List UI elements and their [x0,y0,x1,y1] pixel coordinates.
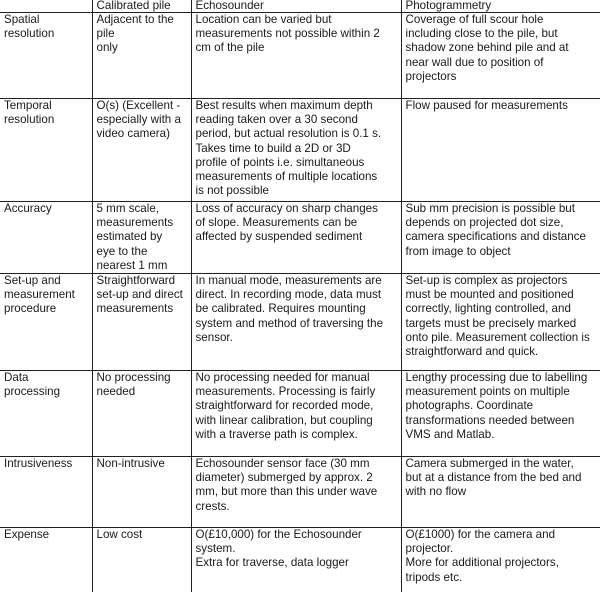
table-row [0,13,600,99]
echosounder-cell: Loss of accuracy on sharp changes of slope. Measurements can be affected by suspended sediment [191,202,401,274]
calibrated-pile-cell: O(s) (Excellent - especially with a video camera) [92,99,191,202]
table-row [0,99,600,202]
echosounder-cell: Best results when maximum depth reading taken over a 30 second period, but actual resolution is 0.1 s. Takes time to build a 2D or 3D profile of points i.e. simultaneous measurements of multiple locations is not possible [191,99,401,202]
calibrated-pile-cell: No processing needed [92,371,191,457]
row-criterion-cell: Spatial resolution [0,13,92,99]
row-criterion-cell: Accuracy [0,202,92,274]
header-calibrated-pile: Calibrated pile [92,0,191,13]
header-photogrammetry: Photogrammetry [401,0,600,13]
photogrammetry-cell: Flow paused for measurements [401,99,600,202]
row-criterion-cell: Temporal resolution [0,99,92,202]
calibrated-pile-cell: 5 mm scale, measurements estimated by eye to the nearest 1 mm [92,202,191,274]
table-row [0,202,600,274]
row-criterion-cell: Data processing [0,371,92,457]
calibrated-pile-cell: Low cost [92,528,191,592]
echosounder-cell: No processing needed for manual measurements. Processing is fairly straightforward for recorded mode, with linear calibration, but coupling with a traverse path is complex. [191,371,401,457]
calibrated-pile-cell: Adjacent to the pile only [92,13,191,99]
echosounder-cell: In manual mode, measurements are direct. In recording mode, data must be calibrated. Requires mounting system and method of traversing the sensor. [191,274,401,371]
photogrammetry-cell: O(£1000) for the camera and projector. More for additional projectors, tripods etc. [401,528,600,592]
row-criterion-cell: Intrusiveness [0,457,92,528]
row-criterion-cell: Expense [0,528,92,592]
calibrated-pile-cell: Straightforward set-up and direct measurements [92,274,191,371]
photogrammetry-cell: Lengthy processing due to labelling measurement points on multiple photographs. Coordinate transformations needed between VMS and Matlab. [401,371,600,457]
table-row [0,457,600,528]
table-row [0,274,600,371]
header-echosounder: Echosounder [191,0,401,13]
photogrammetry-cell: Coverage of full scour hole including close to the pile, but shadow zone behind pile and at near wall due to position of projectors [401,13,600,99]
echosounder-cell: Echosounder sensor face (30 mm diameter) submerged by approx. 2 mm, but more than this under wave crests. [191,457,401,528]
echosounder-cell: O(£10,000) for the Echosounder system. Extra for traverse, data logger [191,528,401,592]
header-criterion [0,0,92,13]
photogrammetry-cell: Sub mm precision is possible but depends on projected dot size, camera specifications and distance from image to object [401,202,600,274]
photogrammetry-cell: Camera submerged in the water, but at a distance from the bed and with no flow [401,457,600,528]
table-row [0,371,600,457]
photogrammetry-cell: Set-up is complex as projectors must be mounted and positioned correctly, lighting controlled, and targets must be precisely marked onto pile. Measurement collection is straightforward and quick. [401,274,600,371]
calibrated-pile-cell: Non-intrusive [92,457,191,528]
echosounder-cell: Location can be varied but measurements not possible within 2 cm of the pile [191,13,401,99]
header-row [0,0,600,13]
table-row [0,528,600,592]
row-criterion-cell: Set-up and measurement procedure [0,274,92,371]
